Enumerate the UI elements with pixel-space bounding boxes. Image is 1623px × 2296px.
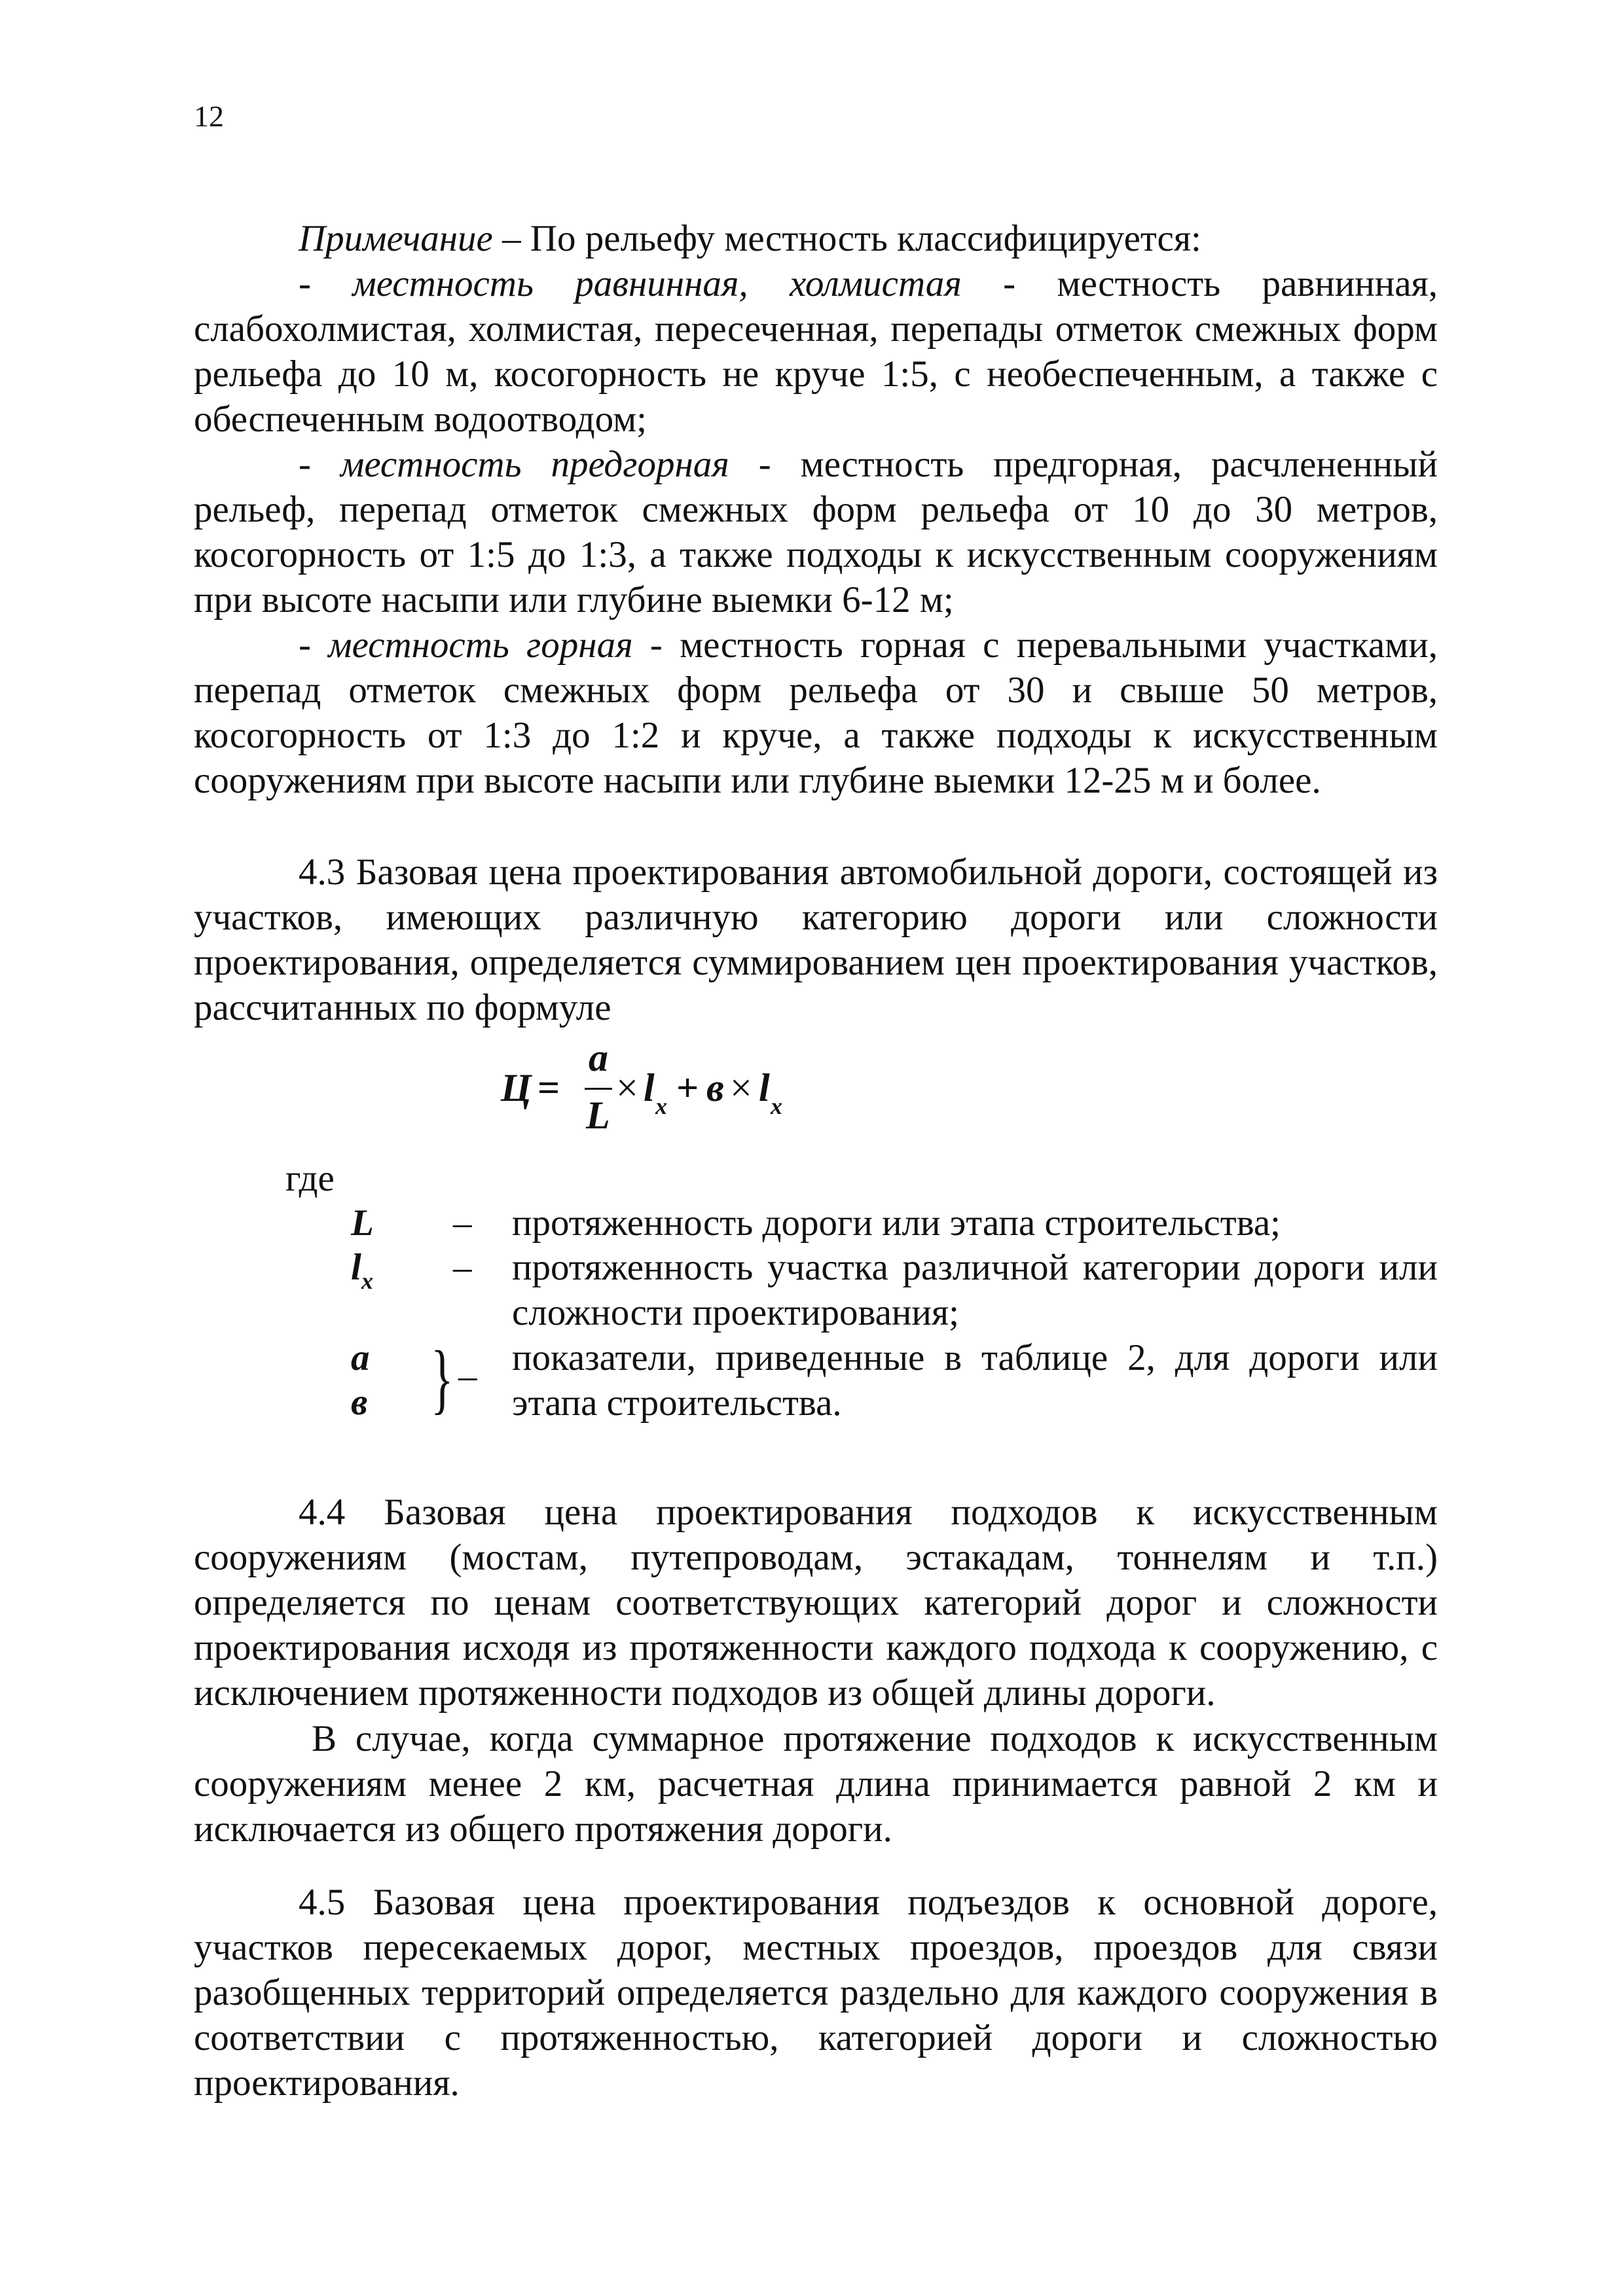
definition-symbol: а (351, 1337, 370, 1378)
definition-text: протяженность участка различной категории дороги или сложности проектирования; (512, 1247, 1438, 1333)
note-item-term: - местность предгорная (299, 444, 729, 485)
note-item-term: - местность горная (299, 624, 633, 666)
section-4-3: 4.3 Базовая цена проектирования автомобильной дороги, состоящей из участков, имеющих различную категорию дороги или сложности проектирования, определяется суммированием цен проектирования участков, рассчитанных по формуле (194, 852, 1438, 1028)
formula-subscript: x (655, 1093, 667, 1119)
page-number: 12 (194, 99, 224, 133)
formula-times: × (616, 1066, 638, 1109)
formula-l: l (644, 1066, 655, 1109)
where-label: где (285, 1158, 335, 1199)
note-item (194, 261, 1438, 442)
formula-times: × (730, 1066, 752, 1109)
definition-dash: – (458, 1355, 477, 1397)
note-block (194, 216, 1438, 803)
note-item-text: - местность горная с перевальными участками, перепад отметок смежных форм рельефа от 30 и свыше 50 метров, косогорность от 1:3 до 1:2 и круче, а также подходы к искусственным сооружениям при высоте насыпи или глубине выемки 12-25 м и более. (194, 624, 1438, 801)
formula-numerator: а (589, 1036, 608, 1079)
definition-symbol: $l_x$ (351, 1247, 373, 1294)
formula-subscript: x (771, 1093, 782, 1119)
formula-denominator: L (586, 1094, 610, 1137)
section-4-5: 4.5 Базовая цена проектирования подъездов к основной дороге, участков пересекаемых дорог, местных проездов, проездов для связи разобщенных территорий определяется раздельно для каждого сооружения в соответствии с протяженностью, категорией дороги и сложностью проектирования. (194, 1882, 1438, 2104)
note-intro: – По рельефу местность классифицируется: (492, 218, 1201, 259)
note-item (194, 622, 1438, 803)
formula-plus: + (676, 1066, 699, 1109)
note-item-text: - местность равнинная, слабохолмистая, холмистая, пересеченная, перепады отметок смежных форм рельефа до 10 м, косогорность не круче 1:5, с необеспеченным, а также с обеспеченным водоотводом; (194, 263, 1438, 440)
definition-symbol: в (351, 1382, 368, 1423)
formula-l: l (759, 1066, 770, 1109)
definition-dash: – (453, 1247, 472, 1288)
section-4-4: 4.4 Базовая цена проектирования подходов к искусственным сооружениям (мостам, путепроводам, эстакадам, тоннелям и т.п.) определяется по ценам соответствующих категорий дорог и сложности проектирования исходя из протяженности каждого подхода к сооружению, с исключением протяженности подходов из общей длины дороги. (194, 1492, 1438, 1713)
brace: } (431, 1335, 454, 1422)
definition-text: показатели, приведенные в таблице 2, для дороги или этапа строительства. (512, 1337, 1438, 1424)
definition-symbol: L (351, 1202, 374, 1244)
note-item-term: - местность равнинная, холмистая (299, 263, 962, 304)
formula-lhs: Ц (501, 1066, 532, 1109)
formula-b: в (706, 1066, 724, 1109)
note-item (194, 442, 1438, 622)
note-item-text: - местность предгорная, расчлененный рельеф, перепад отметок смежных форм рельефа от 10 до 30 метров, косогорность от 1:5 до 1:3, а также подходы к искусственным сооружениям при высоте насыпи или глубине выемки 6-12 м; (194, 444, 1438, 620)
definition-text: протяженность дороги или этапа строительства; (512, 1202, 1281, 1244)
price-formula (501, 1035, 894, 1140)
definition-dash: – (453, 1202, 472, 1244)
formula-equals: = (538, 1066, 560, 1109)
section-4-4-paragraph-2: В случае, когда суммарное протяжение подходов к искусственным сооружениям менее 2 км, расчетная длина принимается равной 2 км и исключается из общего протяжения дороги. (194, 1718, 1438, 1850)
fraction-bar (585, 1088, 612, 1090)
note-label: Примечание (299, 218, 493, 259)
